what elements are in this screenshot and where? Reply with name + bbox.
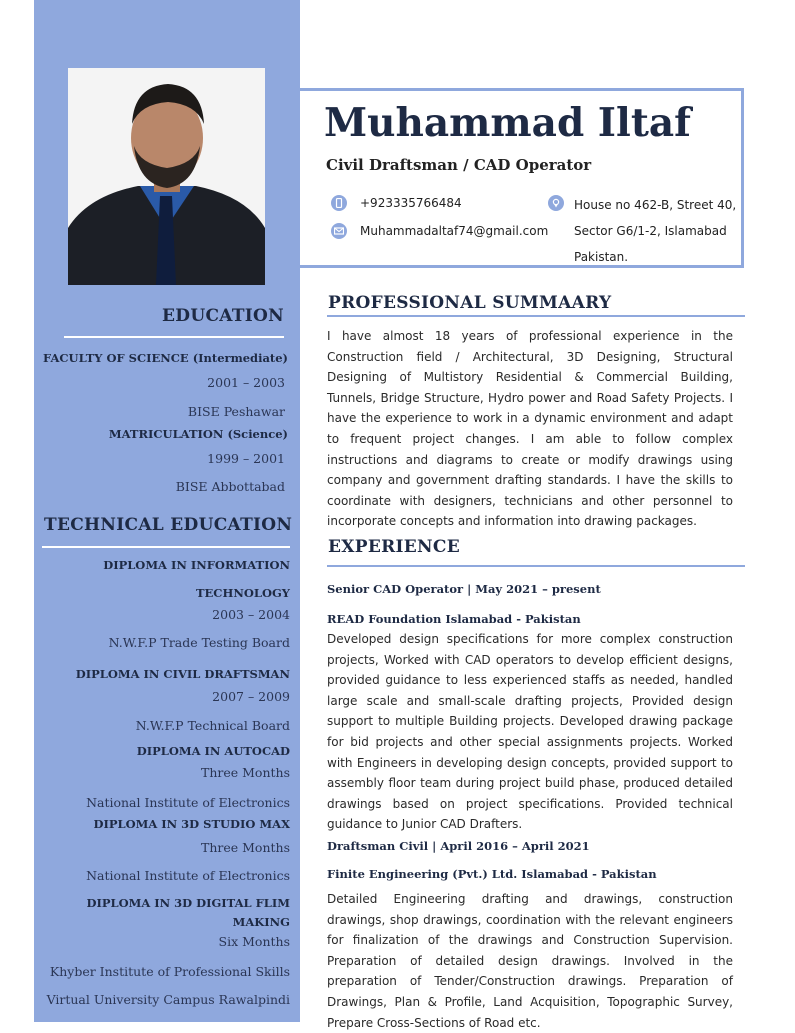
tech-degree: DIPLOMA IN 3D STUDIO MAX <box>93 817 290 831</box>
education-institute: BISE Abbottabad <box>175 479 285 494</box>
tech-institute: Virtual University Campus Rawalpindi <box>46 992 290 1007</box>
experience-title: EXPERIENCE <box>328 537 460 557</box>
tech-institute: N.W.F.P Technical Board <box>135 718 290 733</box>
tech-duration: Three Months <box>201 840 290 855</box>
tech-duration: 2007 – 2009 <box>212 689 290 704</box>
sidebar-content <box>34 0 293 1024</box>
candidate-name: Muhammad Iltaf <box>324 100 691 146</box>
job-company: READ Foundation Islamabad - Pakistan <box>327 612 581 626</box>
summary-title: PROFESSIONAL SUMMAARY <box>328 293 612 313</box>
technical-education-title: TECHNICAL EDUCATION <box>44 515 293 535</box>
address-line: House no 462-B, Street 40, <box>574 198 737 212</box>
tech-degree: DIPLOMA IN INFORMATION <box>103 558 290 572</box>
tech-degree: DIPLOMA IN AUTOCAD <box>136 744 290 758</box>
education-institute: BISE Peshawar <box>187 404 285 419</box>
job-description: Developed design specifications for more complex construction projects, Worked with CAD operators to develop efficient designs, provided guidance to less experienced staffs as needed, handled large scale and small-scale drafting projects, Provided design support to multiple Building projects. Developed drawing package for bid projects and other special assignments projects. Worked with Engineers in developing design concepts, provided support to assembly floor team during project build phase, produced detailed drawings based on project specifications. Provided technical guidance to Junior CAD Drafters. <box>327 632 733 832</box>
tech-degree: TECHNOLOGY <box>195 586 290 600</box>
technical-education-divider <box>42 546 290 548</box>
summary-divider <box>327 315 745 317</box>
job-company: Finite Engineering (Pvt.) Ltd. Islamabad - Pakistan <box>327 867 657 881</box>
location-pin-icon <box>548 195 564 211</box>
education-years: 2001 – 2003 <box>207 375 285 390</box>
tech-duration: Six Months <box>218 934 290 949</box>
education-title: EDUCATION <box>162 306 284 326</box>
phone-icon <box>331 195 347 211</box>
tech-institute: National Institute of Electronics <box>86 795 290 810</box>
tech-institute: Khyber Institute of Professional Skills <box>49 964 290 979</box>
experience-divider <box>327 565 745 567</box>
education-degree: FACULTY OF SCIENCE (Intermediate) <box>42 351 288 365</box>
tech-institute: National Institute of Electronics <box>86 868 290 883</box>
education-degree: MATRICULATION (Science) <box>108 427 288 441</box>
mail-icon <box>331 223 347 239</box>
job-position: Senior CAD Operator | May 2021 – present <box>327 582 601 596</box>
education-years: 1999 – 2001 <box>207 451 285 466</box>
job-position: Draftsman Civil | April 2016 – April 2021 <box>327 839 590 853</box>
tech-degree: MAKING <box>232 915 290 929</box>
address-line: Pakistan. <box>574 250 629 264</box>
tech-duration: Three Months <box>201 765 290 780</box>
education-divider <box>64 336 284 338</box>
tech-degree: DIPLOMA IN 3D DIGITAL FLIM <box>86 896 290 910</box>
address-line: Sector G6/1-2, Islamabad <box>574 224 727 238</box>
tech-institute: N.W.F.P Trade Testing Board <box>108 635 290 650</box>
tech-duration: 2003 – 2004 <box>212 607 290 622</box>
candidate-role: Civil Draftsman / CAD Operator <box>326 156 592 174</box>
job-description: Detailed Engineering drafting and drawings, construction drawings, shop drawings, coordination with the relevant engineers for finalization of the drawings and Construction Supervision. Preparation of detailed design drawings. Involved in the preparation of Tender/Construction drawings. Preparation of Drawings, Plan & Profile, Land Acquisition, Topographic Survey, Prepare Cross-Sections of Road etc. <box>327 892 733 1030</box>
phone-number: +923335766484 <box>360 196 462 210</box>
address <box>574 192 744 270</box>
email-address: Muhammadaltaf74@gmail.com <box>360 224 549 238</box>
tech-degree: DIPLOMA IN CIVIL DRAFTSMAN <box>75 667 290 681</box>
summary-text: I have almost 18 years of professional experience in the Construction field / Architectural, 3D Designing, Structural Designing of Multistory Residential & Commercial Building, Tunnels, Bridge Structure, Hydro power and Road Safety Projects. I have the experience to work in a dynamic environment and adapt to frequent project changes. I am able to follow complex instructions and diagrams to create or modify drawings using company and government drafting standards. I have the skills to coordinate with designers, technicians and other personnel to incorporate concepts and information into drawing packages. <box>327 329 733 529</box>
